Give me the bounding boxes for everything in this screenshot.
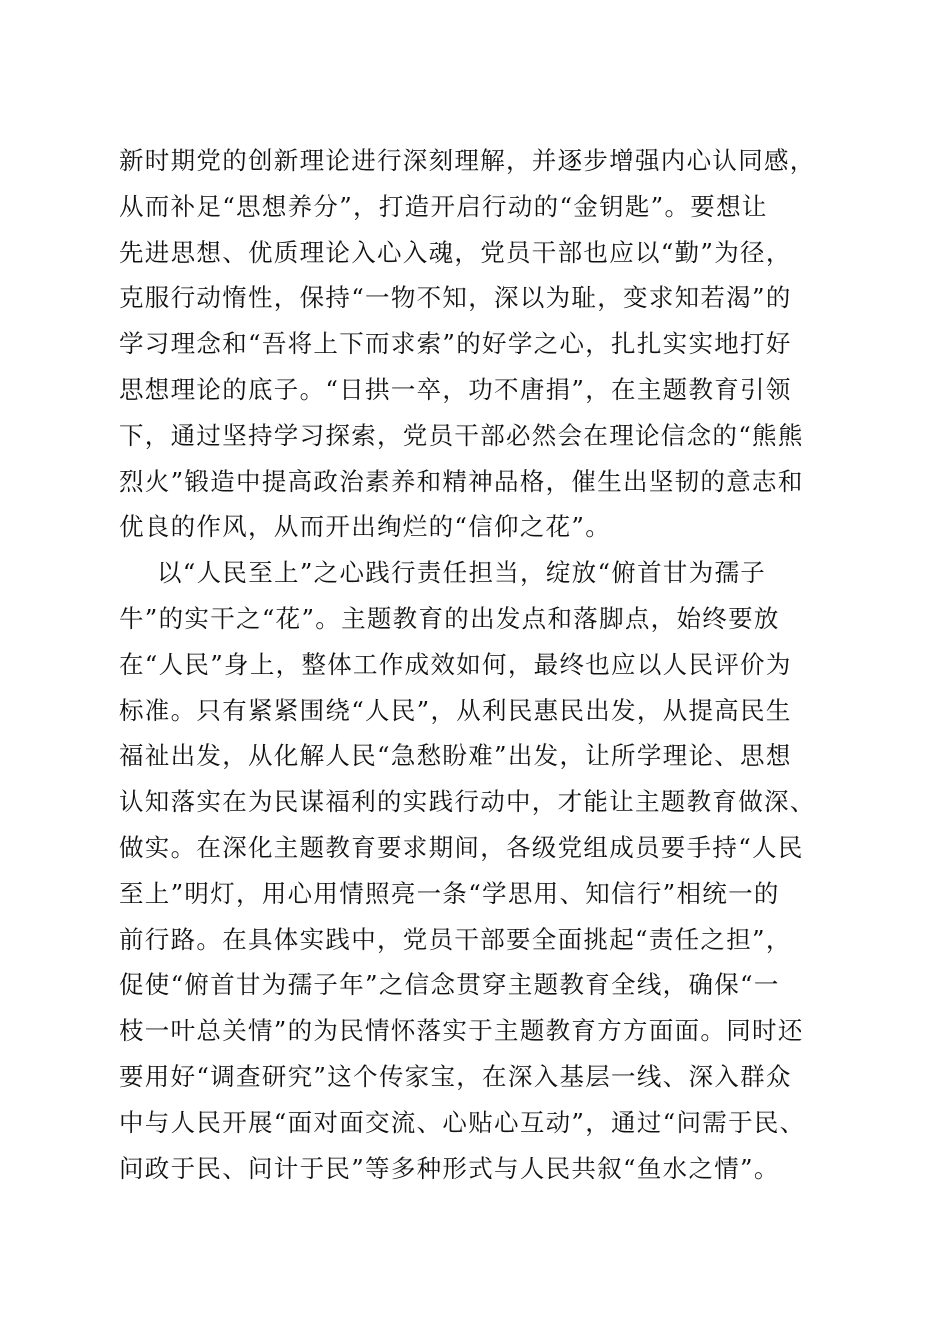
text-line: 在“人民”身上，整体工作成效如何，最终也应以人民评价为 bbox=[119, 649, 792, 679]
text-line: 中与人民开展“面对面交流、心贴心互动”，通过“问需于民、 bbox=[119, 1107, 806, 1137]
paragraph bbox=[119, 138, 839, 550]
text-line: 福祉出发，从化解人民“急愁盼难”出发，让所学理论、思想 bbox=[119, 741, 792, 771]
paragraph bbox=[119, 550, 839, 1191]
text-line: 烈火”锻造中提高政治素养和精神品格，催生出坚韧的意志和 bbox=[119, 466, 804, 496]
text-line: 以“人民至上”之心践行责任担当，绽放“俯首甘为孺子 bbox=[157, 558, 767, 588]
text-line: 学习理念和“吾将上下而求索”的好学之心，扎扎实实地打好 bbox=[119, 329, 792, 359]
text-line: 枝一叶总关情”的为民情怀落实于主题教育方方面面。同时还 bbox=[119, 1016, 804, 1046]
text-line: 先进思想、优质理论入心入魂，党员干部也应以“勤”为径， bbox=[119, 237, 792, 267]
text-line: 前行路。在具体实践中，党员干部要全面挑起“责任之担”， bbox=[119, 924, 792, 954]
text-line: 牛”的实干之“花”。主题教育的出发点和落脚点，始终要放 bbox=[119, 603, 780, 633]
text-line: 促使“俯首甘为孺子年”之信念贯穿主题教育全线，确保“一 bbox=[119, 970, 780, 1000]
text-line: 优良的作风，从而开出绚烂的“信仰之花”。 bbox=[119, 512, 612, 542]
body-text bbox=[119, 138, 839, 1191]
text-line: 标准。只有紧紧围绕“人民”，从利民惠民出发，从提高民生 bbox=[119, 695, 792, 725]
text-line: 认知落实在为民谋福利的实践行动中，才能让主题教育做深、 bbox=[119, 787, 816, 817]
text-line: 做实。在深化主题教育要求期间，各级党组成员要手持“人民 bbox=[119, 832, 804, 862]
text-line: 至上”明灯，用心用情照亮一条“学思用、知信行”相统一的 bbox=[119, 878, 780, 908]
text-line: 要用好“调查研究”这个传家宝，在深入基层一线、深入群众 bbox=[119, 1061, 792, 1091]
text-line: 问政于民、问计于民”等多种形式与人民共叙“鱼水之情”。 bbox=[119, 1153, 780, 1183]
text-line: 下，通过坚持学习探索，党员干部必然会在理论信念的“熊熊 bbox=[119, 420, 804, 450]
text-line: 新时期党的创新理论进行深刻理解，并逐步增强内心认同感， bbox=[119, 146, 816, 175]
text-line: 从而补足“思想养分”，打造开启行动的“金钥匙”。要想让 bbox=[119, 191, 768, 221]
text-line: 思想理论的底子。“日拱一卒，功不唐捐”，在主题教育引领 bbox=[119, 374, 792, 404]
text-line: 克服行动惰性，保持“一物不知，深以为耻，变求知若渴”的 bbox=[119, 283, 792, 313]
